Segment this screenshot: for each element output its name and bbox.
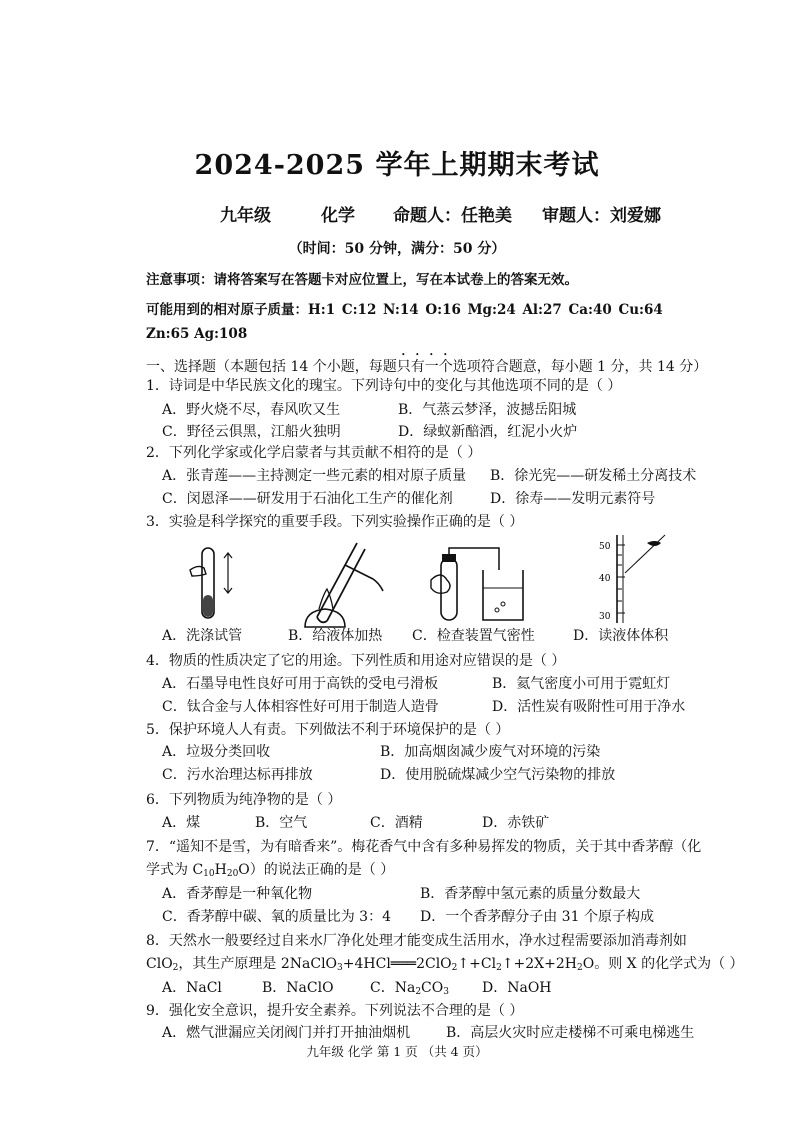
q1-stem: 1．诗词是中华民族文化的瑰宝。下列诗句中的变化与其他选项不同的是（ ） bbox=[146, 378, 622, 394]
q2-option-b: B．徐光宪——研发稀土分离技术 bbox=[490, 468, 697, 484]
q1-option-b: B．气蒸云梦泽，波撼岳阳城 bbox=[398, 402, 577, 418]
q1-option-a: A．野火烧不尽，春风吹又生 bbox=[162, 402, 341, 418]
q4-option-c: C．钛合金与人体相容性好可用于制造人造骨 bbox=[162, 699, 439, 715]
q9-option-b: B．高层火灾时应走楼梯不可乘电梯逃生 bbox=[446, 1025, 695, 1041]
grade: 九年级 bbox=[220, 206, 271, 226]
exam-subtitle bbox=[220, 201, 661, 226]
q8-stem-line2: ClO2，其生产原理是 2NaClO3+4HCl═══2ClO2↑+Cl2↑+2X+2H2O。则 X 的化学式为（ ） bbox=[146, 956, 744, 973]
q6-option-c: C．酒精 bbox=[370, 815, 423, 831]
q3-option-b: B．给液体加热 bbox=[288, 628, 383, 644]
q7-stem-line1: 7．“遥知不是雪，为有暗香来”。梅花香气中含有多种易挥发的物质，关于其中香茅醇（化 bbox=[146, 839, 702, 855]
q5-option-b: B．加高烟囱减少废气对环境的污染 bbox=[380, 744, 601, 760]
q5-option-c: C．污水治理达标再排放 bbox=[162, 767, 313, 783]
q1-option-d: D．绿蚁新醅酒，红泥小火炉 bbox=[398, 424, 578, 440]
q6-stem: 6．下列物质为纯净物的是（ ） bbox=[146, 792, 342, 808]
airtightness-check-figure bbox=[425, 540, 535, 630]
q2-option-d: D．徐寿——发明元素符号 bbox=[490, 491, 656, 507]
liquid-heating-figure bbox=[295, 535, 390, 635]
q8-option-c: C．Na2CO3 bbox=[370, 980, 449, 997]
q5-option-a: A．垃圾分类回收 bbox=[162, 744, 271, 760]
q5-option-d: D．使用脱硫煤减少空气污染物的排放 bbox=[380, 767, 616, 783]
reviewer: 审题人：刘爱娜 bbox=[542, 206, 661, 226]
atomic-masses-line1: 可能用到的相对原子质量：H:1 C:12 N:14 O:16 Mg:24 Al:27 Ca:40 Cu:64 bbox=[146, 302, 663, 318]
q8-stem-line1: 8．天然水一般要经过自来水厂净化处理才能变成生活用水，净水过程需要添加消毒剂如 bbox=[146, 933, 687, 949]
q3-stem: 3．实验是科学探究的重要手段。下列实验操作正确的是（ ） bbox=[146, 514, 524, 530]
q6-option-b: B．空气 bbox=[255, 815, 308, 831]
setter: 命题人：任艳美 bbox=[393, 206, 512, 226]
scale-40: 40 bbox=[599, 574, 611, 584]
page-footer: 九年级 化学 第 1 页 （共 4 页） bbox=[306, 1044, 488, 1059]
q4-stem: 4．物质的性质决定了它的用途。下列性质和用途对应错误的是（ ） bbox=[146, 653, 566, 669]
q8-option-d: D．NaOH bbox=[482, 980, 552, 996]
q7-option-c: C．香茅醇中碳、氧的质量比为 3：4 bbox=[162, 909, 391, 925]
q7-stem-line2: 学式为 C10H20O）的说法正确的是（ ） bbox=[146, 862, 395, 879]
q3-option-c: C．检查装置气密性 bbox=[412, 628, 535, 644]
q2-option-a: A．张青莲——主持测定一些元素的相对原子质量 bbox=[162, 468, 467, 484]
q2-option-c: C．闵恩泽——研发用于石油化工生产的催化剂 bbox=[162, 491, 453, 507]
q9-stem: 9．强化安全意识，提升安全素养。下列说法不合理的是（ ） bbox=[146, 1003, 524, 1019]
q9-option-a: A．燃气泄漏应关闭阀门并打开抽油烟机 bbox=[162, 1025, 411, 1041]
graduated-cylinder-figure bbox=[585, 533, 675, 625]
exam-title: 2024-2025 学年上期期末考试 bbox=[194, 150, 600, 181]
scale-50: 50 bbox=[599, 542, 611, 552]
q4-option-a: A．石墨导电性良好可用于高铁的受电弓滑板 bbox=[162, 676, 439, 692]
q5-stem: 5．保护环境人人有责。下列做法不利于环境保护的是（ ） bbox=[146, 722, 510, 738]
q2-stem: 2．下列化学家或化学启蒙者与其贡献不相符的是（ ） bbox=[146, 445, 482, 461]
q4-option-d: D．活性炭有吸附性可用于净水 bbox=[492, 699, 686, 715]
q7-option-d: D．一个香茅醇分子由 31 个原子构成 bbox=[420, 909, 654, 925]
q6-option-d: D．赤铁矿 bbox=[482, 815, 550, 831]
q1-option-c: C．野径云俱黑，江船火独明 bbox=[162, 424, 341, 440]
subject: 化学 bbox=[321, 206, 355, 226]
q3-option-d: D．读液体体积 bbox=[573, 628, 669, 644]
atomic-masses-line2: Zn:65 Ag:108 bbox=[146, 326, 248, 342]
scale-30: 30 bbox=[599, 612, 611, 622]
q8-option-a: A．NaCl bbox=[162, 980, 222, 996]
q4-option-b: B．氦气密度小可用于霓虹灯 bbox=[492, 676, 671, 692]
test-tube-washing-figure bbox=[180, 540, 240, 630]
notice: 注意事项：请将答案写在答题卡对应位置上，写在本试卷上的答案无效。 bbox=[146, 272, 578, 288]
exam-time: （时间：50 分钟，满分：50 分） bbox=[288, 241, 506, 257]
q6-option-a: A．煤 bbox=[162, 815, 201, 831]
q7-option-b: B．香茅醇中氢元素的质量分数最大 bbox=[420, 886, 641, 902]
q3-option-a: A．洗涤试管 bbox=[162, 628, 243, 644]
q8-option-b: B．NaClO bbox=[262, 980, 334, 996]
q7-option-a: A．香茅醇是一种氧化物 bbox=[162, 886, 313, 902]
section1-heading: 一、选择题（本题包括 14 个小题，每题只有一个选项符合题意，每小题 1 分，共 14 分） bbox=[146, 359, 708, 375]
